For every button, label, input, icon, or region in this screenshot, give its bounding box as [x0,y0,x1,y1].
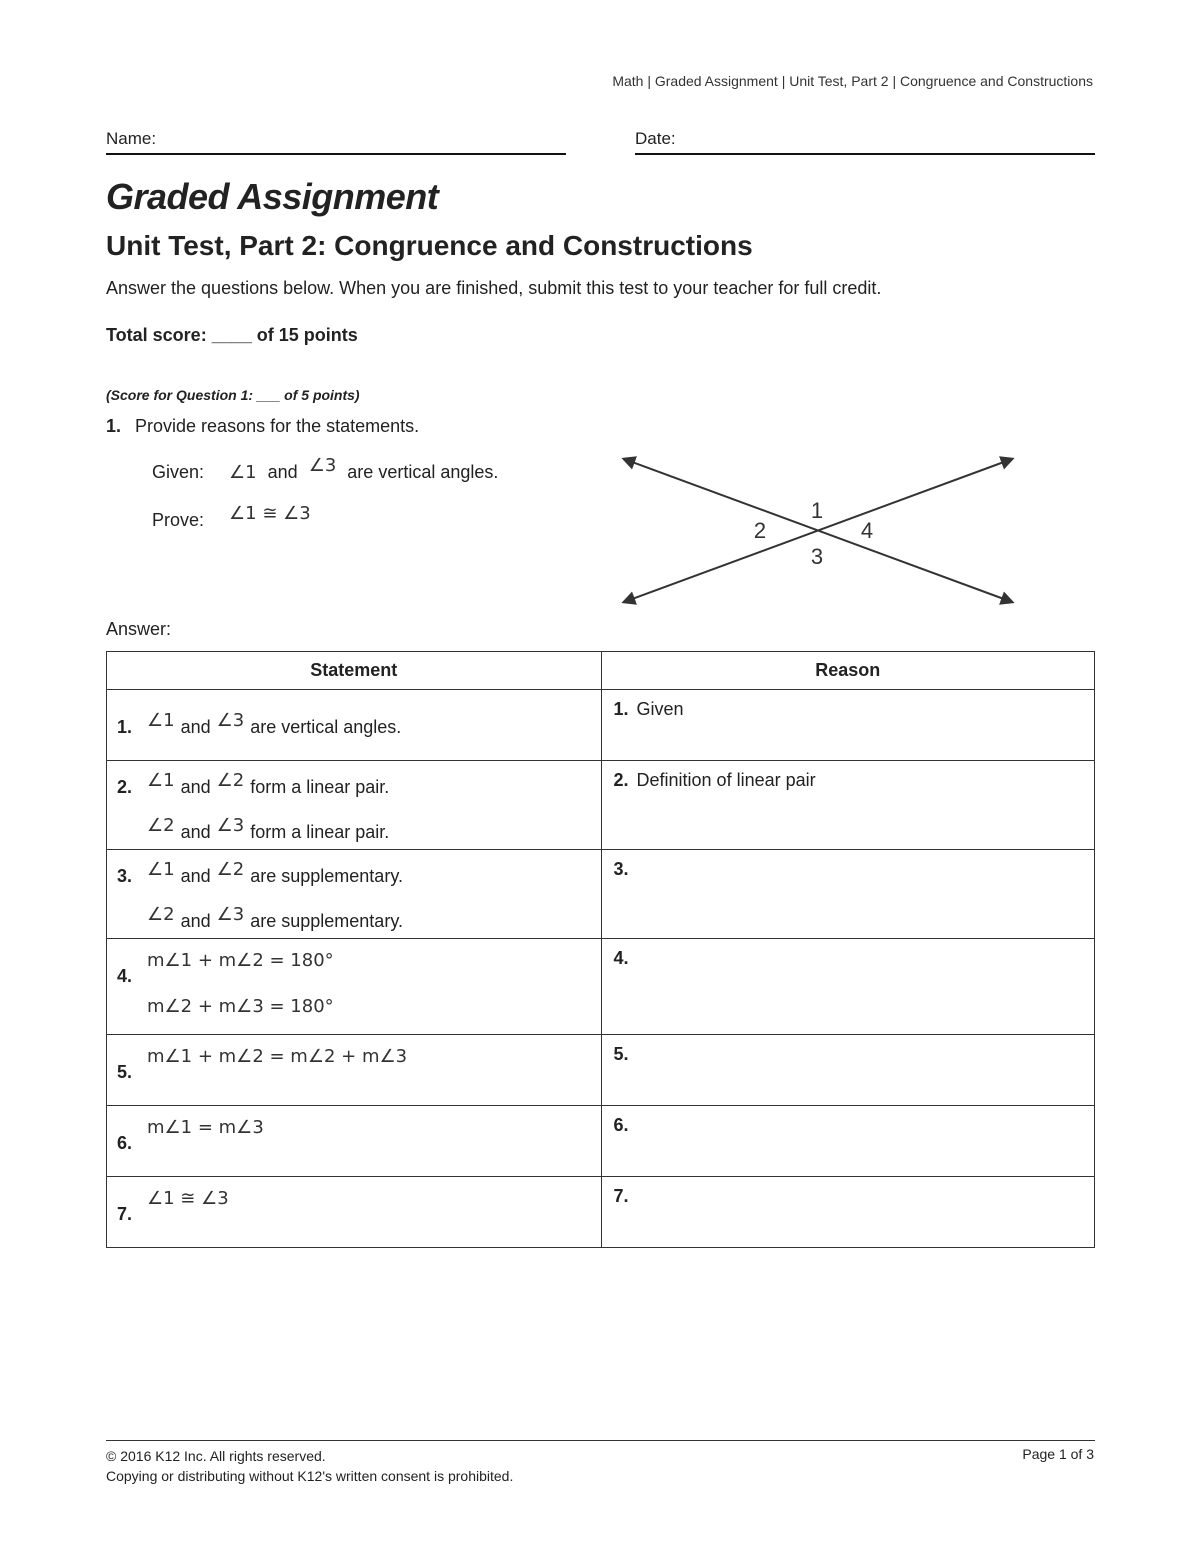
statement-number: 7. [117,1204,133,1224]
date-underline [635,153,1095,155]
document-subtitle: Unit Test, Part 2: Congruence and Constructions [106,230,753,261]
diagram-label-2: 2 [753,518,767,543]
statement-equation: m∠1 = m∠3 [147,1117,264,1138]
reason-text: 1. Given [613,699,684,719]
date-field[interactable] [635,127,1095,155]
diagram-label-3: 3 [810,544,824,569]
answer-label: Answer: [106,619,172,639]
page-number: Page 1 of 3 [1022,1446,1094,1462]
reason-cell[interactable] [602,939,1095,1034]
reason-text: 2. Definition of linear pair [613,770,816,790]
statement-cell [107,1106,601,1176]
prove-label: Prove: [152,510,205,530]
statement-line: ∠1 and ∠3 are vertical angles. [147,710,402,737]
statement-cell [107,1035,601,1105]
statement-number: 6. [117,1133,133,1153]
statement-equation: m∠1 + m∠2 = 180° [147,950,334,971]
vertical-angles-diagram [610,445,1030,615]
question-text: Provide reasons for the statements. [135,416,420,436]
statement-equation: ∠1 ≅ ∠3 [147,1188,229,1209]
statement-line: ∠2 and ∠3 form a linear pair. [147,815,390,842]
statement-cell [107,1177,601,1247]
document-title: Graded Assignment [106,176,439,217]
name-field[interactable] [106,127,566,155]
table-row [107,1106,1095,1177]
statement-line: ∠1 and ∠2 are supplementary. [147,859,403,886]
given-line [152,455,504,483]
prove-line [152,503,311,531]
reason-text: 5. [613,1044,629,1064]
diagram-label-4: 4 [860,518,874,543]
statement-line: ∠1 and ∠2 form a linear pair. [147,770,390,797]
statement-number: 5. [117,1062,133,1082]
given-tail: are vertical angles. [347,462,499,482]
diagram-label-1: 1 [810,498,824,523]
reason-cell[interactable] [602,761,1095,849]
given-angle-a: ∠1 [229,462,257,483]
table-row [107,690,1095,761]
statement-number: 3. [117,866,133,886]
prove-statement: ∠1 ≅ ∠3 [229,503,311,524]
statement-header: Statement [107,652,602,690]
reason-cell[interactable] [602,1106,1095,1176]
given-angle-b: ∠3 [308,455,337,476]
table-row [107,850,1095,939]
statement-number: 2. [117,777,133,797]
statement-equation: m∠1 + m∠2 = m∠2 + m∠3 [147,1046,408,1067]
proof-table [106,651,1095,1248]
statement-cell [107,761,601,849]
reason-cell[interactable] [602,690,1095,760]
reason-cell[interactable] [602,850,1095,938]
question-1-prompt [106,416,419,437]
footer-notice: Copying or distributing without K12's written consent is prohibited. [106,1468,514,1484]
name-underline [106,153,566,155]
footer-copyright-block [106,1446,513,1486]
running-header: Math | Graded Assignment | Unit Test, Part 2 | Congruence and Constructions [612,73,1093,89]
date-label: Date: [635,129,676,148]
reason-text: 7. [613,1186,629,1206]
table-row [107,939,1095,1035]
reason-text: 4. [613,948,629,968]
footer-divider [106,1440,1095,1441]
reason-text: 6. [613,1115,629,1135]
table-row [107,761,1095,850]
given-and: and [267,462,298,482]
reason-text: 3. [613,859,629,879]
reason-header: Reason [601,652,1095,690]
statement-number: 4. [117,966,133,986]
reason-cell[interactable] [602,1177,1095,1247]
footer-copyright: © 2016 K12 Inc. All rights reserved. [106,1448,326,1464]
statement-number: 1. [117,717,133,737]
statement-cell [107,690,601,760]
reason-cell[interactable] [602,1035,1095,1105]
instructions: Answer the questions below. When you are finished, submit this test to your teacher for full credit. [106,278,882,298]
proof-table-header [107,652,1095,690]
statement-line: ∠2 and ∠3 are supplementary. [147,904,403,931]
question-number: 1. [106,416,122,436]
question-1-score: (Score for Question 1: ___ of 5 points) [106,387,360,403]
statement-cell [107,850,601,938]
total-score: Total score: ____ of 15 points [106,325,358,345]
table-row [107,1177,1095,1248]
name-label: Name: [106,129,157,148]
table-row [107,1035,1095,1106]
given-label: Given: [152,462,205,482]
statement-cell [107,939,601,1034]
statement-equation: m∠2 + m∠3 = 180° [147,996,334,1017]
